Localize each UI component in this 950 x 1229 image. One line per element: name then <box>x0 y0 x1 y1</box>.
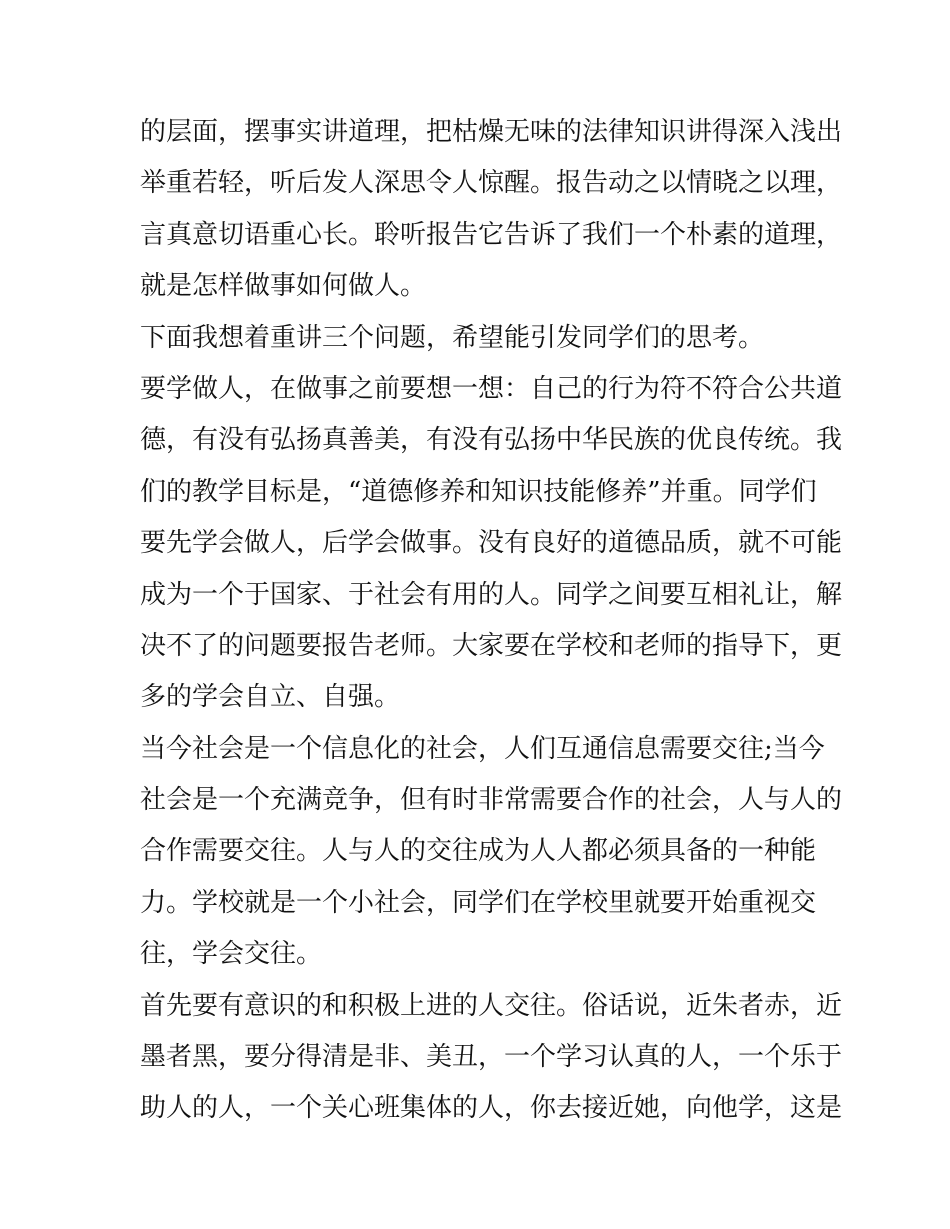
text-line: 成为一个于国家、于社会有用的人。同学之间要互相礼让，解 <box>140 579 843 610</box>
text-line: 力。学校就是一个小社会，同学们在学校里就要开始重视交 <box>140 887 817 918</box>
text-line: 往，学会交往。 <box>140 939 323 970</box>
text-line: 要先学会做人，后学会做事。没有良好的道德品质，就不可能 <box>140 528 843 559</box>
text-line: 就是怎样做事如何做人。 <box>140 271 427 302</box>
text-line: 首先要有意识的和积极上进的人交往。俗话说，近朱者赤，近 <box>140 990 843 1021</box>
text-line: 的层面，摆事实讲道理，把枯燥无味的法律知识讲得深入浅出 <box>140 117 843 147</box>
text-line: 当今社会是一个信息化的社会，人们互通信息需要交往;当今 <box>140 733 825 764</box>
text-line: 下面我想着重讲三个问题，希望能引发同学们的思考。 <box>140 322 765 353</box>
text-line: 举重若轻，听后发人深思令人惊醒。报告动之以情晓之以理， <box>140 168 843 199</box>
text-line: 们的教学目标是，“道德修养和知识技能修养”并重。同学们 <box>140 476 817 507</box>
text-line: 助人的人，一个关心班集体的人，你去接近她，向他学，这是 <box>140 1093 843 1124</box>
document-body <box>140 107 843 1135</box>
text-line: 要学做人，在做事之前要想一想：自己的行为符不符合公共道 <box>140 373 843 404</box>
text-line: 多的学会自立、自强。 <box>140 682 401 713</box>
text-line: 墨者黑，要分得清是非、美丑，一个学习认真的人，一个乐于 <box>140 1042 843 1073</box>
text-line: 合作需要交往。人与人的交往成为人人都必须具备的一种能 <box>140 836 817 867</box>
text-line: 德，有没有弘扬真善美，有没有弘扬中华民族的优良传统。我 <box>140 425 843 456</box>
text-line: 社会是一个充满竞争，但有时非常需要合作的社会，人与人的 <box>140 785 843 816</box>
text-line: 决不了的问题要报告老师。大家要在学校和老师的指导下，更 <box>140 630 843 661</box>
text-line: 言真意切语重心长。聆听报告它告诉了我们一个朴素的道理， <box>140 219 843 250</box>
